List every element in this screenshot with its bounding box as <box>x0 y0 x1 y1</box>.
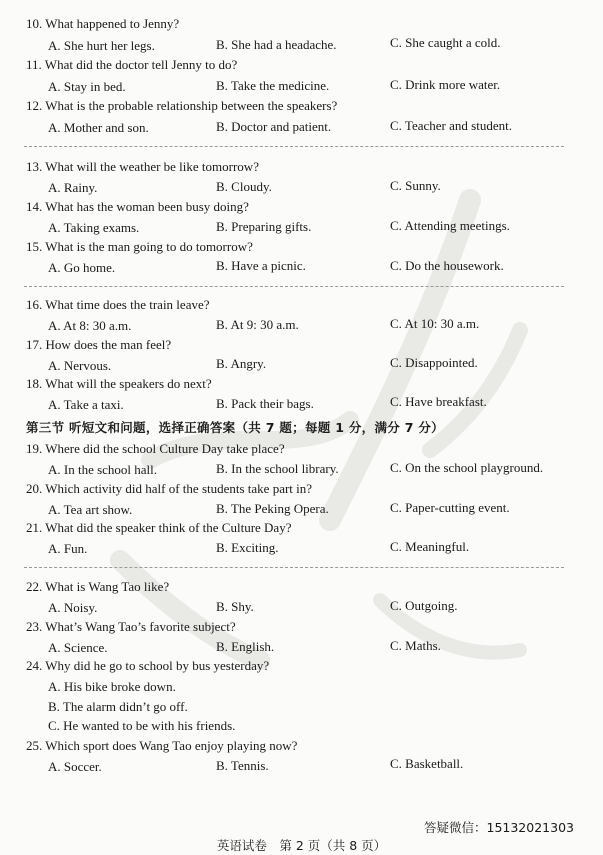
option-b: B. The Peking Opera. <box>216 501 329 516</box>
option-c: C. Drink more water. <box>390 77 501 92</box>
option-b: B. She had a headache. <box>216 37 337 52</box>
question-14: 14. What has the woman been busy doing? <box>26 199 249 214</box>
question-12: 12. What is the probable relationship between the speakers? <box>26 98 338 113</box>
question-25: 25. Which sport does Wang Tao enjoy playing now? <box>26 738 298 753</box>
option-a: A. Fun. <box>48 541 88 556</box>
option-a: A. Go home. <box>48 260 116 275</box>
option-c: C. Disappointed. <box>390 355 478 370</box>
option-a: A. Take a taxi. <box>48 397 124 412</box>
option-c: C. Attending meetings. <box>390 218 510 233</box>
option-c: C. Sunny. <box>390 178 441 193</box>
option-c: C. Basketball. <box>390 756 464 771</box>
option-a: A. Taking exams. <box>48 220 140 235</box>
contact-info: 答疑微信：15132021303 <box>424 820 574 835</box>
option-b: B. Exciting. <box>216 540 279 555</box>
option-b: B. Preparing gifts. <box>216 219 312 234</box>
section-divider <box>24 567 564 568</box>
option-b: B. Tennis. <box>216 758 269 773</box>
option-c: C. Do the housework. <box>390 258 504 273</box>
option-a: A. Science. <box>48 640 108 655</box>
option-c: C. Have breakfast. <box>390 394 487 409</box>
option-b: B. In the school library. <box>216 461 339 476</box>
question-19: 19. Where did the school Culture Day take place? <box>26 441 285 456</box>
option-c: C. He wanted to be with his friends. <box>48 718 236 733</box>
option-c: C. Teacher and student. <box>390 118 512 133</box>
question-24: 24. Why did he go to school by bus yesterday? <box>26 658 270 673</box>
question-10: 10. What happened to Jenny? <box>26 16 180 31</box>
option-a: A. His bike broke down. <box>48 679 176 694</box>
question-15: 15. What is the man going to do tomorrow? <box>26 239 253 254</box>
question-11: 11. What did the doctor tell Jenny to do? <box>26 57 238 72</box>
option-b: B. At 9: 30 a.m. <box>216 317 299 332</box>
question-21: 21. What did the speaker think of the Culture Day? <box>26 520 292 535</box>
option-b: B. Cloudy. <box>216 179 272 194</box>
option-b: B. English. <box>216 639 275 654</box>
question-23: 23. What’s Wang Tao’s favorite subject? <box>26 619 236 634</box>
page-footer: 英语试卷 第 2 页（共 8 页） <box>216 838 387 853</box>
option-b: B. Shy. <box>216 599 254 614</box>
question-16: 16. What time does the train leave? <box>26 297 210 312</box>
option-c: C. On the school playground. <box>390 460 544 475</box>
option-a: A. Tea art show. <box>48 502 133 517</box>
option-c: C. At 10: 30 a.m. <box>390 316 480 331</box>
option-c: C. Meaningful. <box>390 539 470 554</box>
option-c: C. Paper-cutting event. <box>390 500 510 515</box>
option-a: A. She hurt her legs. <box>48 38 155 53</box>
option-c: C. Outgoing. <box>390 598 458 613</box>
option-b: B. Have a picnic. <box>216 258 306 273</box>
option-a: A. In the school hall. <box>48 462 158 477</box>
question-13: 13. What will the weather be like tomorrow? <box>26 159 259 174</box>
option-a: A. Mother and son. <box>48 120 149 135</box>
section-divider <box>24 146 564 147</box>
option-b: B. The alarm didn’t go off. <box>48 699 188 714</box>
option-c: C. Maths. <box>390 638 441 653</box>
option-a: A. At 8: 30 a.m. <box>48 318 132 333</box>
option-b: B. Pack their bags. <box>216 396 314 411</box>
question-17: 17. How does the man feel? <box>26 337 172 352</box>
section-divider <box>24 286 564 287</box>
question-18: 18. What will the speakers do next? <box>26 376 212 391</box>
option-a: A. Noisy. <box>48 600 98 615</box>
question-20: 20. Which activity did half of the students take part in? <box>26 481 313 496</box>
option-b: B. Take the medicine. <box>216 78 330 93</box>
option-c: C. She caught a cold. <box>390 35 501 50</box>
option-a: A. Nervous. <box>48 358 112 373</box>
option-a: A. Soccer. <box>48 759 102 774</box>
section-heading: 第三节 听短文和问题，选择正确答案（共 7 题；每题 1 分，满分 7 分） <box>26 420 444 435</box>
option-a: A. Rainy. <box>48 180 98 195</box>
option-a: A. Stay in bed. <box>48 79 126 94</box>
option-b: B. Angry. <box>216 356 267 371</box>
question-22: 22. What is Wang Tao like? <box>26 579 170 594</box>
option-b: B. Doctor and patient. <box>216 119 332 134</box>
